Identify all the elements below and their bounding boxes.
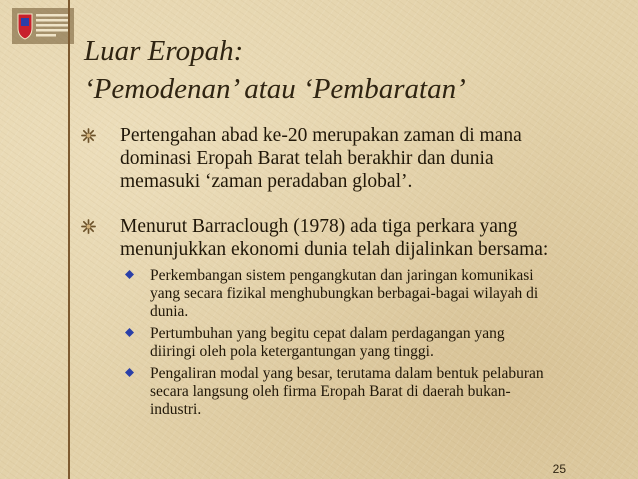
ornament-bullet-icon <box>81 219 96 234</box>
slide-title-line-1: Luar Eropah: <box>84 35 244 67</box>
sub-bullet-2-line-2: diiringi oleh pola ketergantungan yang tinggi. <box>150 343 434 360</box>
sub-bullet-3-line-1: Pengaliran modal yang besar, terutama dalam bentuk pelaburan <box>150 365 544 382</box>
crest-icon <box>12 8 74 44</box>
crest-icon-graphic <box>12 8 74 44</box>
slide-title <box>84 32 624 108</box>
sub-bullet-3 <box>80 365 616 419</box>
sub-bullet-1-line-1: Perkembangan sistem pengangkutan dan jaringan komunikasi <box>150 267 534 284</box>
sub-bullet-1 <box>80 267 616 321</box>
bullet-1-line-1: Pertengahan abad ke-20 merupakan zaman di mana <box>120 125 522 146</box>
sub-bullet-1-line-3: dunia. <box>150 303 189 320</box>
sub-bullet-3-line-3: industri. <box>150 401 202 418</box>
ornament-bullet-icon <box>81 128 96 143</box>
sub-bullet-1-line-2: yang secara fizikal menghubungkan berbagai-bagai wilayah di <box>150 285 539 302</box>
bullet-2-line-1: Menurut Barraclough (1978) ada tiga perkara yang <box>120 216 518 237</box>
diamond-bullet-icon <box>125 328 134 337</box>
bullet-2 <box>80 215 616 261</box>
diamond-bullet-icon <box>125 270 134 279</box>
sub-bullet-2 <box>80 325 616 361</box>
bullet-1 <box>80 124 616 193</box>
sub-bullet-3-line-2: secara langsung oleh firma Eropah Barat di daerah bukan- <box>150 383 511 400</box>
slide-title-line-2: ‘Pemodenan’ atau ‘Pembaratan’ <box>84 73 466 105</box>
bullet-1-line-3: memasuki ‘zaman peradaban global’. <box>120 171 413 192</box>
diamond-bullet-icon <box>125 368 134 377</box>
page-number: 25 <box>552 462 566 476</box>
bullet-2-line-2: menunjukkan ekonomi dunia telah dijalinkan bersama: <box>120 239 549 260</box>
slide-body <box>80 124 616 419</box>
sub-bullet-list <box>80 267 616 419</box>
sub-bullet-2-line-1: Pertumbuhan yang begitu cepat dalam perdagangan yang <box>150 325 505 342</box>
vertical-rule <box>68 0 70 479</box>
bullet-1-line-2: dominasi Eropah Barat telah berakhir dan dunia <box>120 148 494 169</box>
